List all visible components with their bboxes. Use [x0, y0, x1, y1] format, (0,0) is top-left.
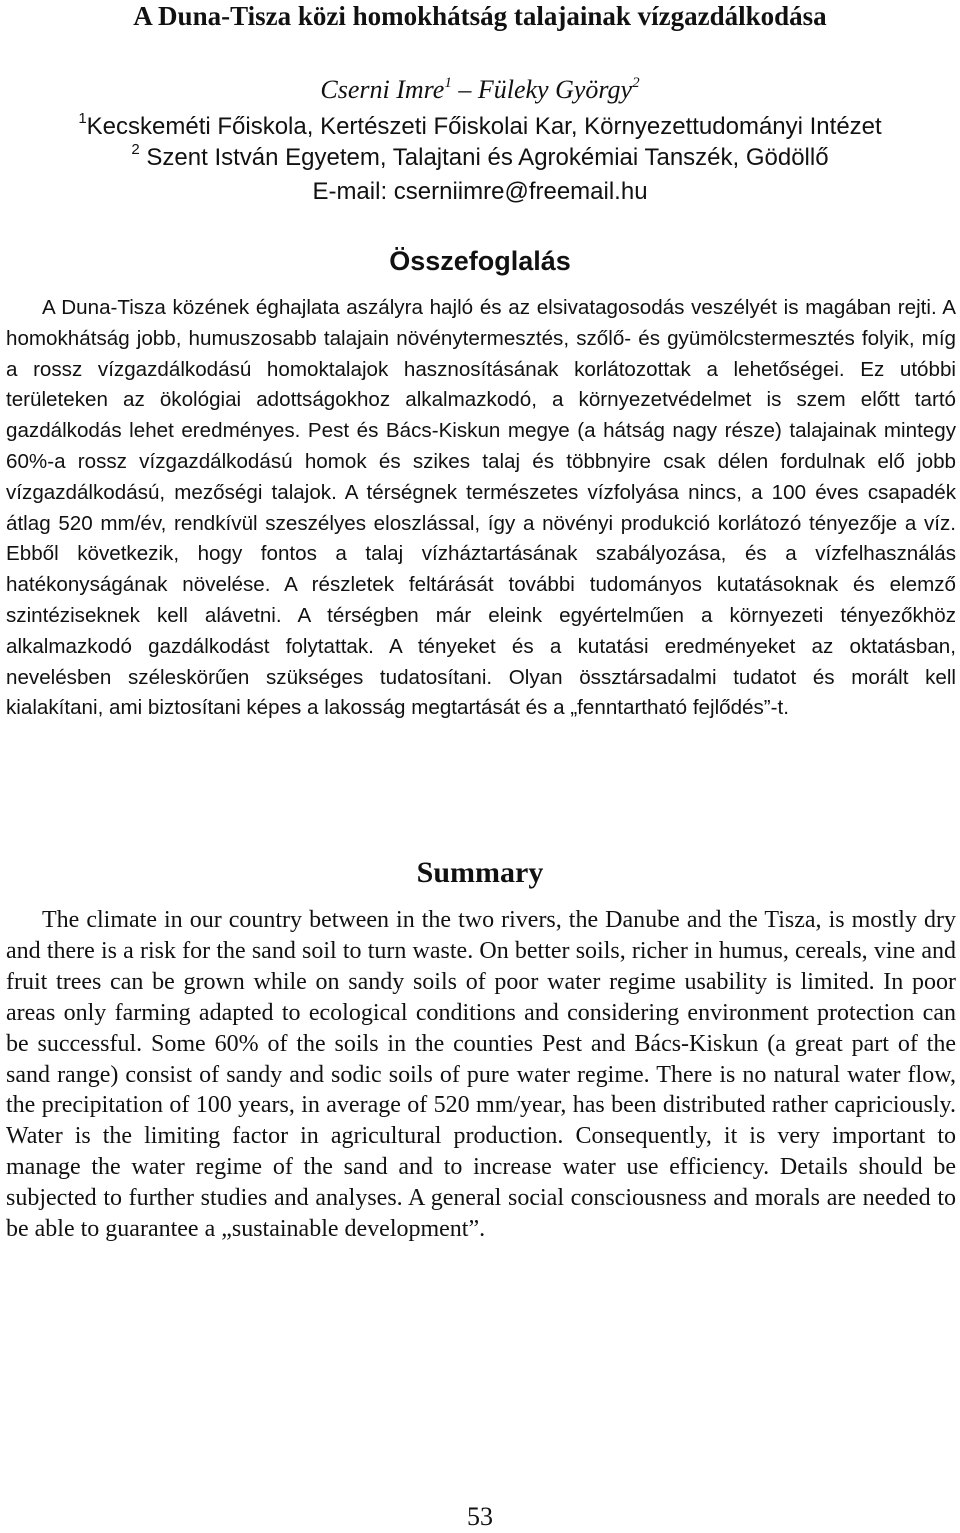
- abstract-paragraph: A Duna-Tisza közének éghajlata aszályra hajló és az elsivatagosodás veszélyét is magában rejti. A homokhátság jobb, humuszosabb talajain növénytermesztés, szőlő- és gyümölcstermesztés folyik, míg a rossz vízgazdálkodású homoktalajok hasznosításának korlátozottak a lehetőségei. Ez utóbbi területeken az ökológiai adottságokhoz alkalmazkodó, a környezetvédelmet is szem előtt tartó gazdálkodás lehet eredményes. Pest és Bács-Kiskun megye (a hátság nagy része) talajainak mintegy 60%-a rossz vízgazdálkodású homok és szikes talaj és többnyire csak délen fordulnak elő jobb vízgazdálkodású, mezőségi talajok. A térségnek természetes vízfolyása nincs, a 100 éves csapadék átlag 520 mm/év, rendkívül szeszélyes eloszlással, így a növényi produkció korlátozó tényezője a víz. Ebből következik, hogy fontos a talaj vízháztartásának szabályozása, és a vízfelhasználás hatékonyságának növelése. A részletek feltárását további tudományos kutatásoknak és elemző szintéziseknek kell alávetni. A térségben már eleink egyértelműen a környezeti tényezőkhöz alkalmazkodó gazdálkodást folytattak. A tényeket és a kutatási eredményeket az oktatásban, nevelésben széleskörűen szükséges tudatosítani. Olyan össztársadalmi tudatot és morált kell kialakítani, ami biztosítani képes a lakosság megtartását és a „fenntartható fejlődés”-t.: [6, 296, 956, 720]
- affiliation: [0, 112, 960, 142]
- author-name: Cserni Imre: [320, 75, 445, 104]
- affiliation-text: Kecskeméti Főiskola, Kertészeti Főiskolai Kar, Környezettudományi Intézet: [86, 113, 882, 140]
- abstract-heading: Összefoglalás: [389, 246, 571, 276]
- summary-heading: Summary: [416, 856, 544, 889]
- summary-paragraph: The climate in our country between in the two rivers, the Danube and the Tisza, is mostly dry and there is a risk for the sand soil to turn waste. On better soils, richer in humus, cereals, vine and fruit trees can be grown while on sandy soils of poor water regime usability is limited. In poor areas only farming adapted to ecological conditions and considering environment protection can be successful. Some 60% of the soils in the counties Pest and Bács-Kiskun (a great part of the sand range) consist of sandy and sodic soils of pure water regime. There is no natural water flow, the precipitation of 100 years, in average of 520 mm/year, has been distributed rather capriciously. Water is the limiting factor in agricultural production. Consequently, it is very important to manage the water regime of the sand and to increase water use efficiency. Details should be subjected to further studies and analyses. A general social consciousness and morals are needed to be able to guarantee a „sustainable development”.: [6, 907, 956, 1243]
- affiliation-mark: 2: [131, 141, 140, 158]
- author-affiliation-mark: 2: [632, 75, 640, 91]
- author-separator: –: [451, 75, 478, 104]
- affiliation: [0, 143, 960, 173]
- affiliation-text: Szent István Egyetem, Talajtani és Agrokémiai Tanszék, Gödöllő: [139, 144, 829, 171]
- author-name: Füleky György: [477, 75, 633, 104]
- page-number: 53: [467, 1502, 493, 1531]
- email-line: E-mail: cserniimre@freemail.hu: [312, 178, 648, 205]
- author-line: [0, 74, 960, 106]
- affiliation-mark: 1: [78, 110, 87, 127]
- paper-title: A Duna-Tisza közi homokhátság talajainak vízgazdálkodása: [133, 1, 827, 31]
- author-affiliation-mark: 1: [444, 75, 452, 91]
